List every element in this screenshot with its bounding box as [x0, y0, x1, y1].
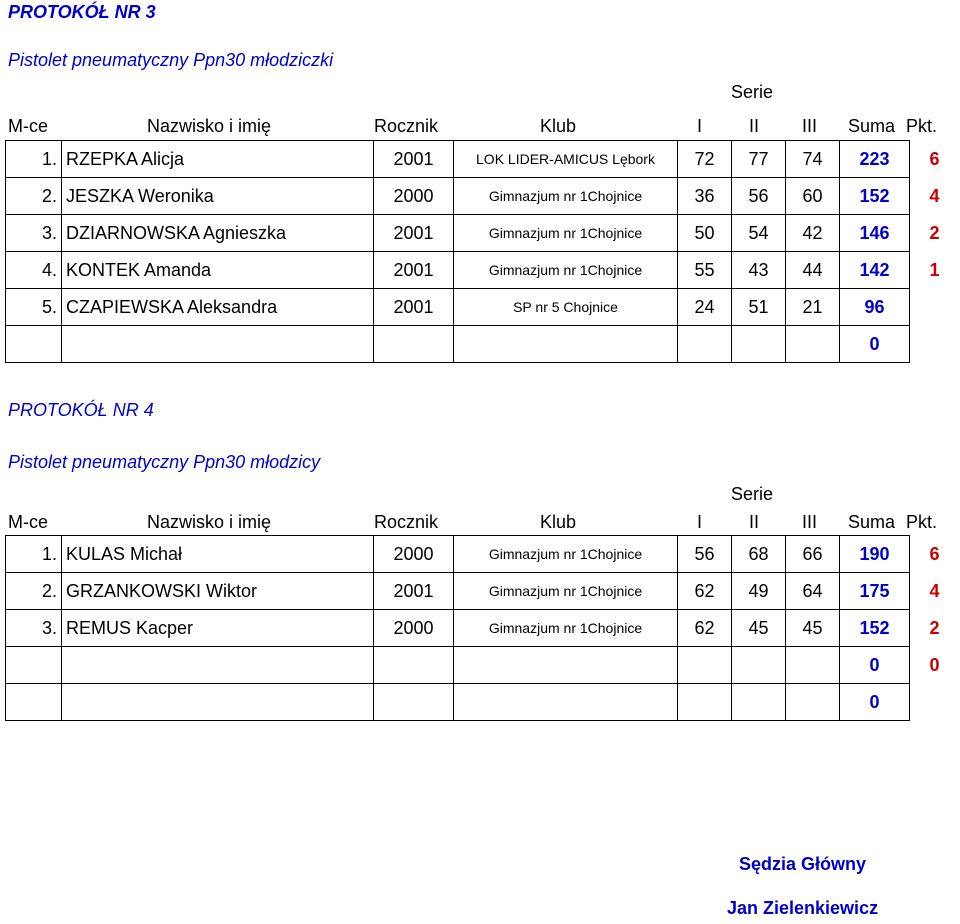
row-series-1: 55 [678, 252, 732, 289]
header-pos: M-ce [8, 512, 48, 532]
row-position: 4. [6, 252, 62, 289]
row-name: DZIARNOWSKA Agnieszka [62, 215, 374, 252]
row-series-1 [678, 647, 732, 684]
table-row [6, 252, 960, 289]
table-row [6, 215, 960, 252]
row-year: 2000 [374, 178, 454, 215]
protocol-3-subtitle: Pistolet pneumatyczny Ppn30 młodziczki [8, 50, 334, 70]
row-club: LOK LIDER-AMICUS Lębork [454, 141, 678, 178]
table-row [6, 326, 960, 363]
row-sum: 223 [840, 141, 910, 178]
row-sum: 142 [840, 252, 910, 289]
header-sum: Suma [848, 116, 896, 136]
row-sum: 96 [840, 289, 910, 326]
header-club: Klub [540, 512, 577, 532]
row-year: 2000 [374, 536, 454, 573]
row-sum: 190 [840, 536, 910, 573]
row-series-2: 51 [732, 289, 786, 326]
header-name: Nazwisko i imię [147, 512, 272, 532]
row-name: CZAPIEWSKA Aleksandra [62, 289, 374, 326]
row-club: SP nr 5 Chojnice [454, 289, 678, 326]
row-points: 2 [929, 617, 940, 638]
table-row [6, 684, 960, 721]
row-series-3 [786, 684, 840, 721]
row-points [910, 289, 960, 326]
row-name [62, 326, 374, 363]
row-series-3: 64 [786, 573, 840, 610]
row-name: KONTEK Amanda [62, 252, 374, 289]
row-year: 2001 [374, 215, 454, 252]
row-club: Gimnazjum nr 1Chojnice [454, 573, 678, 610]
row-club: Gimnazjum nr 1Chojnice [454, 252, 678, 289]
header-pos: M-ce [8, 116, 48, 136]
row-sum: 146 [840, 215, 910, 252]
row-series-1: 72 [678, 141, 732, 178]
protocol-3-serie-label: Serie [731, 82, 774, 102]
row-series-3: 21 [786, 289, 840, 326]
row-club [454, 684, 678, 721]
row-sum: 0 [840, 647, 910, 684]
row-series-3: 60 [786, 178, 840, 215]
protocol-4-results-table [5, 535, 960, 721]
judge-name: Jan Zielenkiewicz [727, 898, 879, 918]
row-sum: 0 [840, 326, 910, 363]
row-position: 2. [6, 178, 62, 215]
header-series-1: I [697, 116, 703, 136]
row-club [454, 326, 678, 363]
row-points: 4 [929, 580, 940, 601]
row-name: GRZANKOWSKI Wiktor [62, 573, 374, 610]
row-name: JESZKA Weronika [62, 178, 374, 215]
row-position: 5. [6, 289, 62, 326]
header-series-2: II [749, 512, 760, 532]
header-club: Klub [540, 116, 577, 136]
row-position: 1. [6, 536, 62, 573]
row-sum: 152 [840, 610, 910, 647]
row-points: 6 [929, 543, 940, 564]
row-series-2 [732, 326, 786, 363]
row-series-1: 36 [678, 178, 732, 215]
row-series-1: 50 [678, 215, 732, 252]
row-club: Gimnazjum nr 1Chojnice [454, 610, 678, 647]
row-position: 3. [6, 610, 62, 647]
row-position [6, 326, 62, 363]
row-series-2: 54 [732, 215, 786, 252]
row-position: 1. [6, 141, 62, 178]
row-club: Gimnazjum nr 1Chojnice [454, 178, 678, 215]
row-name: REMUS Kacper [62, 610, 374, 647]
row-year: 2001 [374, 573, 454, 610]
row-series-2: 45 [732, 610, 786, 647]
row-series-3: 74 [786, 141, 840, 178]
row-club: Gimnazjum nr 1Chojnice [454, 536, 678, 573]
protocol-3-results-table [5, 140, 960, 363]
row-series-1: 62 [678, 573, 732, 610]
table-row [6, 610, 960, 647]
row-series-3: 45 [786, 610, 840, 647]
row-series-2: 68 [732, 536, 786, 573]
row-points [910, 684, 960, 721]
row-series-2 [732, 647, 786, 684]
header-series-1: I [697, 512, 703, 532]
row-points: 2 [929, 222, 940, 243]
header-year: Rocznik [374, 512, 439, 532]
row-series-2: 56 [732, 178, 786, 215]
header-points: Pkt. [906, 512, 938, 532]
row-series-2: 43 [732, 252, 786, 289]
header-series-3: III [802, 512, 818, 532]
row-year: 2000 [374, 610, 454, 647]
row-series-3 [786, 647, 840, 684]
row-year [374, 647, 454, 684]
row-points: 1 [929, 259, 940, 280]
protocol-4-subtitle: Pistolet pneumatyczny Ppn30 młodzicy [8, 452, 321, 472]
table-row [6, 647, 960, 684]
row-series-1 [678, 684, 732, 721]
row-series-2: 77 [732, 141, 786, 178]
row-name: KULAS Michał [62, 536, 374, 573]
row-name: RZEPKA Alicja [62, 141, 374, 178]
header-year: Rocznik [374, 116, 439, 136]
row-series-1: 56 [678, 536, 732, 573]
row-name [62, 684, 374, 721]
row-sum: 152 [840, 178, 910, 215]
protocol-3-title: PROTOKÓŁ NR 3 [8, 2, 156, 22]
row-year: 2001 [374, 289, 454, 326]
row-position [6, 647, 62, 684]
header-name: Nazwisko i imię [147, 116, 272, 136]
row-series-3: 42 [786, 215, 840, 252]
table-row [6, 573, 960, 610]
table-row [6, 141, 960, 178]
row-points: 4 [929, 185, 940, 206]
row-series-3: 44 [786, 252, 840, 289]
row-series-2: 49 [732, 573, 786, 610]
header-series-3: III [802, 116, 818, 136]
protocol-4-title: PROTOKÓŁ NR 4 [8, 400, 154, 420]
row-club: Gimnazjum nr 1Chojnice [454, 215, 678, 252]
row-points: 0 [929, 654, 940, 675]
row-year [374, 326, 454, 363]
protocol-4-serie-label: Serie [731, 484, 774, 504]
row-sum: 175 [840, 573, 910, 610]
row-year: 2001 [374, 252, 454, 289]
row-position: 2. [6, 573, 62, 610]
row-name [62, 647, 374, 684]
row-club [454, 647, 678, 684]
row-series-2 [732, 684, 786, 721]
table-row [6, 289, 960, 326]
table-row [6, 536, 960, 573]
header-sum: Suma [848, 512, 896, 532]
table-row [6, 178, 960, 215]
row-points [910, 326, 960, 363]
row-series-1: 62 [678, 610, 732, 647]
row-year [374, 684, 454, 721]
row-sum: 0 [840, 684, 910, 721]
row-series-3: 66 [786, 536, 840, 573]
row-year: 2001 [374, 141, 454, 178]
row-position [6, 684, 62, 721]
judge-role: Sędzia Główny [739, 854, 867, 874]
row-position: 3. [6, 215, 62, 252]
header-points: Pkt. [906, 116, 938, 136]
header-series-2: II [749, 116, 760, 136]
row-points: 6 [929, 148, 940, 169]
row-series-3 [786, 326, 840, 363]
row-series-1 [678, 326, 732, 363]
row-series-1: 24 [678, 289, 732, 326]
